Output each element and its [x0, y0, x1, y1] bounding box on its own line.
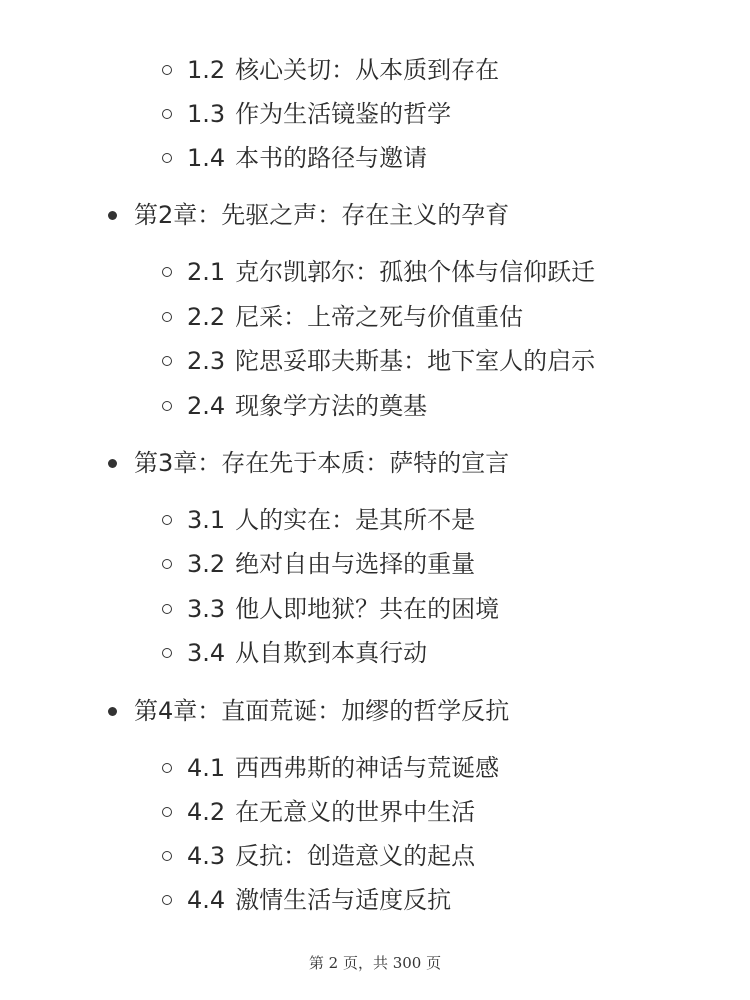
- section-title: 核心关切：从本质到存在: [235, 56, 500, 84]
- hollow-bullet-icon: [162, 312, 172, 322]
- section-title: 作为生活镜鉴的哲学: [235, 100, 452, 128]
- section-title: 现象学方法的奠基: [235, 392, 428, 420]
- section-title: 克尔凯郭尔：孤独个体与信仰跃迁: [235, 258, 596, 286]
- toc-section-1-3[interactable]: [162, 102, 451, 126]
- section-number: 2.1: [187, 258, 226, 286]
- hollow-bullet-icon: [162, 65, 172, 75]
- hollow-bullet-icon: [162, 515, 172, 525]
- toc-section-3-3[interactable]: [162, 597, 499, 621]
- section-title: 陀思妥耶夫斯基：地下室人的启示: [235, 347, 596, 375]
- section-title: 从自欺到本真行动: [235, 639, 428, 667]
- toc-section-2-4[interactable]: [162, 394, 427, 418]
- section-number: 1.2: [187, 56, 226, 84]
- toc-section-2-3[interactable]: [162, 349, 595, 373]
- section-title: 人的实在：是其所不是: [235, 506, 476, 534]
- hollow-bullet-icon: [162, 648, 172, 658]
- hollow-bullet-icon: [162, 604, 172, 614]
- section-title: 尼采：上帝之死与价值重估: [235, 303, 524, 331]
- chapter-title: 第2章：先驱之声：存在主义的孕育: [134, 201, 510, 229]
- toc-section-4-2[interactable]: [162, 800, 475, 824]
- toc-section-2-1[interactable]: [162, 260, 595, 284]
- hollow-bullet-icon: [162, 267, 172, 277]
- hollow-bullet-icon: [162, 851, 172, 861]
- chapter-title: 第3章：存在先于本质：萨特的宣言: [134, 449, 510, 477]
- section-title: 西西弗斯的神话与荒诞感: [235, 754, 500, 782]
- page-footer: [0, 952, 750, 973]
- section-title: 本书的路径与邀请: [235, 144, 428, 172]
- hollow-bullet-icon: [162, 401, 172, 411]
- toc-section-3-4[interactable]: [162, 641, 427, 665]
- section-number: 4.1: [187, 754, 226, 782]
- toc-section-1-2[interactable]: [162, 58, 499, 82]
- hollow-bullet-icon: [162, 807, 172, 817]
- hollow-bullet-icon: [162, 559, 172, 569]
- hollow-bullet-icon: [162, 356, 172, 366]
- section-title: 他人即地狱？共在的困境: [235, 595, 500, 623]
- section-number: 4.2: [187, 798, 226, 826]
- hollow-bullet-icon: [162, 895, 172, 905]
- section-number: 2.3: [187, 347, 226, 375]
- section-number: 3.4: [187, 639, 226, 667]
- section-number: 3.1: [187, 506, 226, 534]
- toc-section-4-1[interactable]: [162, 756, 499, 780]
- chapter-title: 第4章：直面荒诞：加缪的哲学反抗: [134, 697, 510, 725]
- toc-section-4-4[interactable]: [162, 888, 451, 912]
- toc-section-2-2[interactable]: [162, 305, 523, 329]
- solid-bullet-icon: [108, 211, 117, 220]
- toc-section-3-1[interactable]: [162, 508, 475, 532]
- section-number: 4.3: [187, 842, 226, 870]
- section-title: 反抗：创造意义的起点: [235, 842, 476, 870]
- page-number-label: 第 2 页，共 300 页: [308, 954, 442, 972]
- hollow-bullet-icon: [162, 763, 172, 773]
- toc-chapter-4[interactable]: [108, 699, 509, 723]
- toc-section-1-4[interactable]: [162, 146, 427, 170]
- toc-section-3-2[interactable]: [162, 552, 475, 576]
- hollow-bullet-icon: [162, 109, 172, 119]
- section-number: 2.4: [187, 392, 226, 420]
- section-title: 在无意义的世界中生活: [235, 798, 476, 826]
- section-number: 3.3: [187, 595, 226, 623]
- section-number: 4.4: [187, 886, 226, 914]
- section-number: 3.2: [187, 550, 226, 578]
- section-number: 1.3: [187, 100, 226, 128]
- section-number: 1.4: [187, 144, 226, 172]
- toc-chapter-3[interactable]: [108, 451, 509, 475]
- section-title: 激情生活与适度反抗: [235, 886, 452, 914]
- solid-bullet-icon: [108, 459, 117, 468]
- section-number: 2.2: [187, 303, 226, 331]
- solid-bullet-icon: [108, 707, 117, 716]
- section-title: 绝对自由与选择的重量: [235, 550, 476, 578]
- hollow-bullet-icon: [162, 153, 172, 163]
- toc-chapter-2[interactable]: [108, 203, 509, 227]
- toc-section-4-3[interactable]: [162, 844, 475, 868]
